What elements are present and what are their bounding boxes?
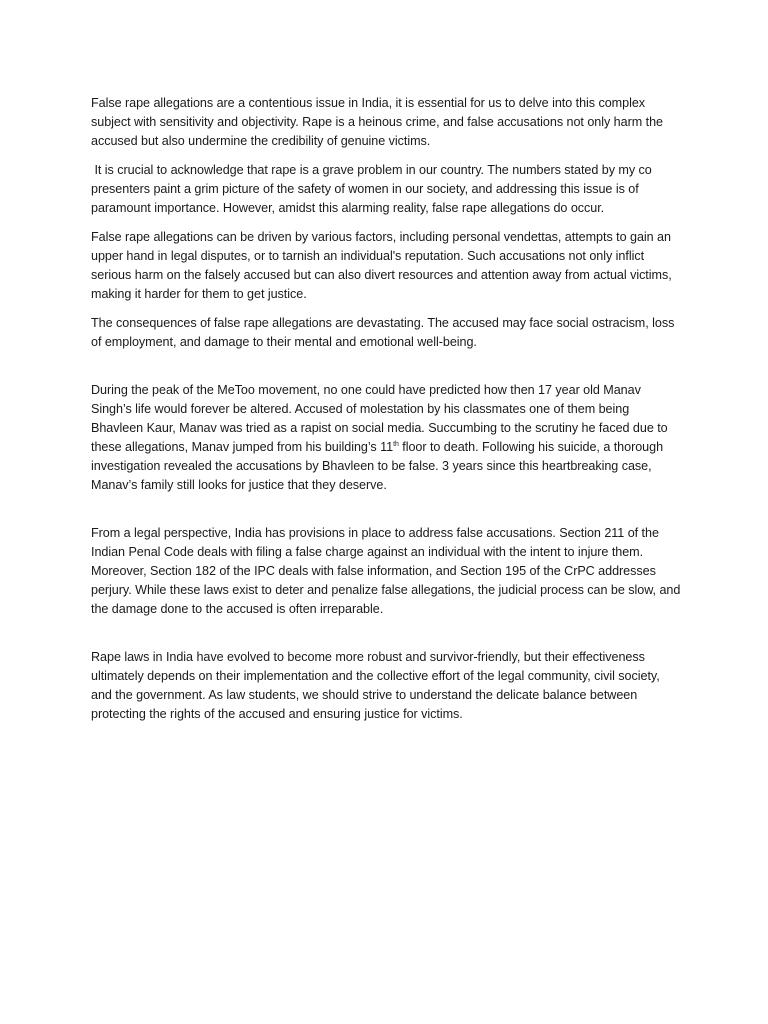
paragraph-spacer: [91, 151, 681, 161]
paragraph-conclusion: Rape laws in India have evolved to become more robust and survivor-friendly, but their effectiveness ultimately depends on their implementation and the collective effort of the legal community, civil society, and the government. As law students, we should strive to understand the delicate balance between protecting the rights of the accused and ensuring justice for victims.: [91, 650, 660, 721]
case-study-text-before: During the peak of the MeToo movement, no one could have predicted how then 17 year old Manav Singh’s life would forever be altered. Accused of molestation by his classmates one of them being Bhavleen Kaur, Manav was tried as a rapist on social media. Succumbing to the scrutiny he faced due to these allegations, Manav jumped from his building’s 11: [91, 383, 668, 454]
paragraph-intro: False rape allegations are a contentious issue in India, it is essential for us to delve into this complex subject with sensitivity and objectivity. Rape is a heinous crime, and false accusations not only harm the accused but also undermine the credibility of genuine victims.: [91, 96, 663, 148]
paragraph-spacer: [91, 352, 681, 381]
document-page: [91, 94, 681, 724]
paragraph-spacer: [91, 304, 681, 314]
case-study-text-after: floor to death. Following his suicide, a thorough investigation revealed the accusations by Bhavleen to be false. 3 years since this heartbreaking case, Manav’s family still looks for justice that they deserve.: [91, 440, 664, 492]
paragraph-consequences: The consequences of false rape allegations are devastating. The accused may face social ostracism, loss of employment, and damage to their mental and emotional well-being.: [91, 316, 675, 349]
paragraph-grave-problem: It is crucial to acknowledge that rape is a grave problem in our country. The numbers stated by my co presenters paint a grim picture of the safety of women in our society, and addressing this issue is of paramount importance. However, amidst this alarming reality, false rape allegations do occur.: [91, 163, 656, 215]
paragraph-factors: False rape allegations can be driven by various factors, including personal vendettas, attempts to gain an upper hand in legal disputes, or to tarnish an individual's reputation. Such accusations not only inflict serious harm on the falsely accused but can also divert resources and attention away from actual victims, making it harder for them to get justice.: [91, 230, 672, 301]
paragraph-legal-perspective: From a legal perspective, India has provisions in place to address false accusations. Section 211 of the Indian Penal Code deals with filing a false charge against an individual with the intent to injure them. Moreover, Section 182 of the IPC deals with false information, and Section 195 of the CrPC addresses perjury. While these laws exist to deter and penalize false allegations, the judicial process can be slow, and the damage done to the accused is often irreparable.: [91, 526, 681, 616]
paragraph-spacer: [91, 218, 681, 228]
paragraph-spacer: [91, 619, 681, 648]
paragraph-spacer: [91, 495, 681, 524]
paragraph-case-study: [91, 381, 681, 495]
ordinal-superscript: th: [393, 440, 399, 448]
